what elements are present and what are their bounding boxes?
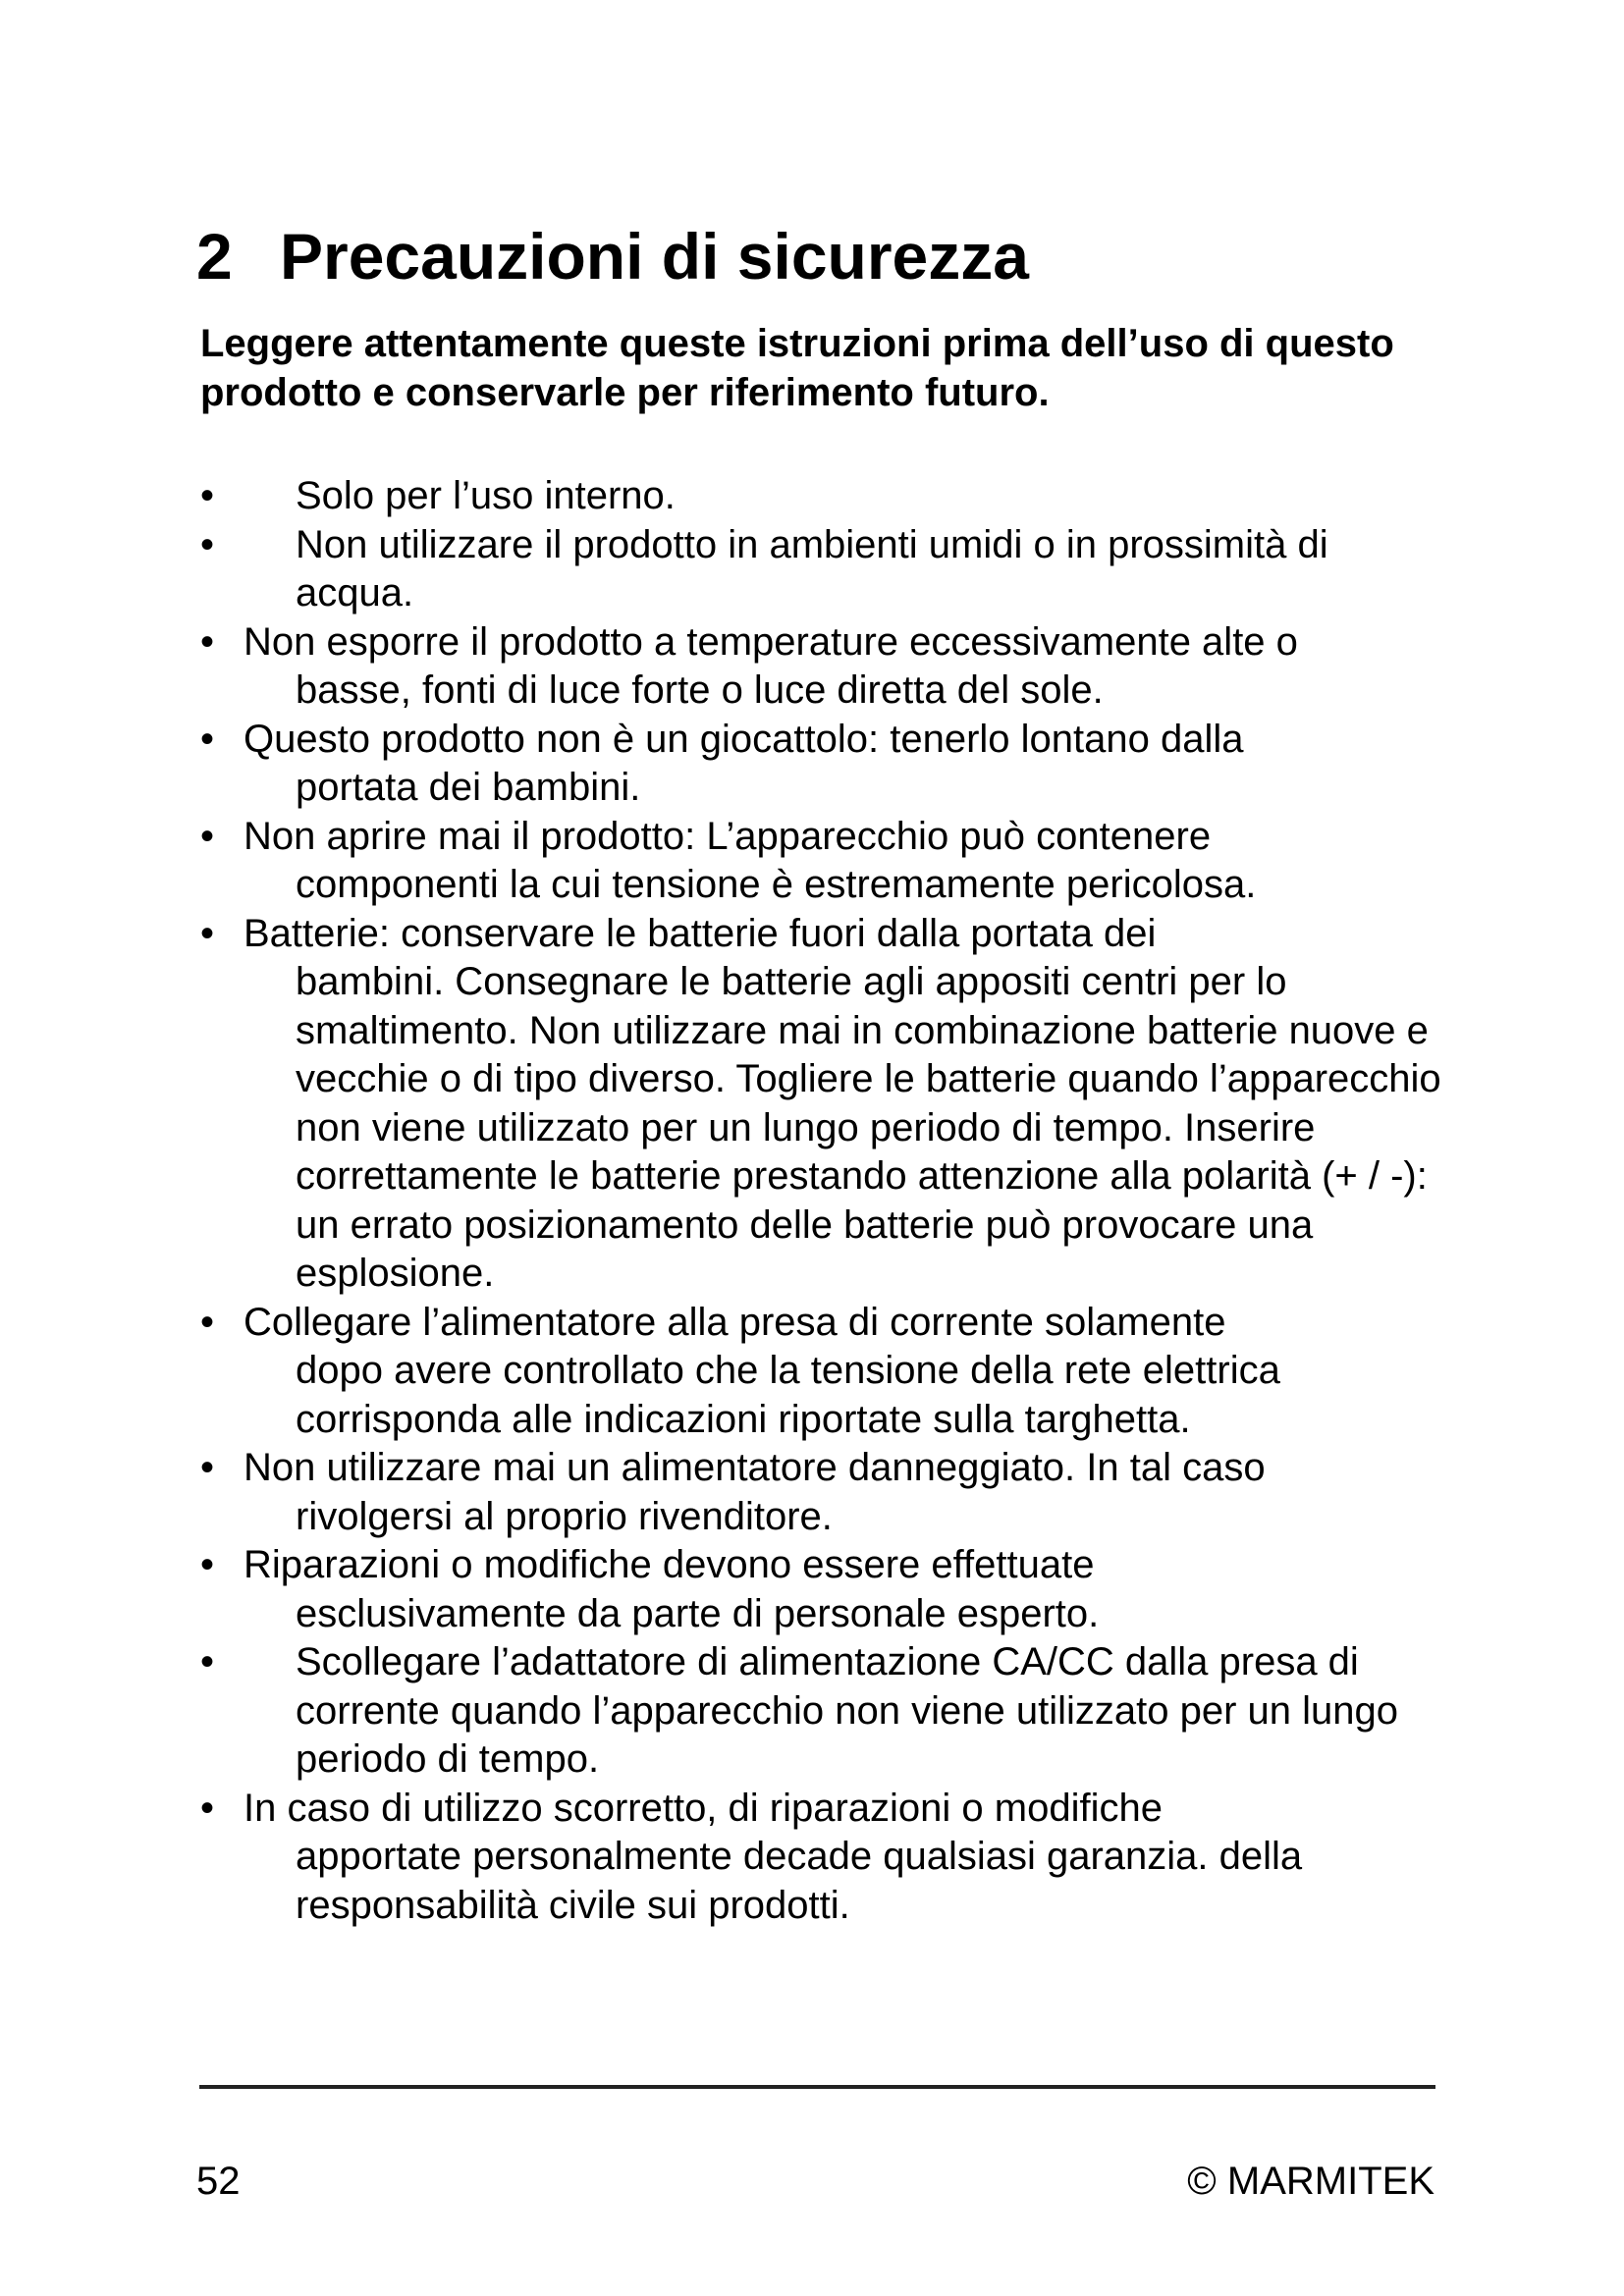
bullet-icon: • [200, 1640, 215, 1683]
list-item-text: Non utilizzare il prodotto in ambienti umidi o in prossimità di [296, 522, 1328, 566]
list-item-text-cont: corrente quando l’apparecchio non viene utilizzato per un lungo periodo di tempo. [296, 1688, 1398, 1781]
bullet-icon: • [200, 474, 215, 517]
list-item-text-cont: rivolgersi al proprio rivenditore. [296, 1494, 833, 1538]
list-item-text-cont: basse, fonti di luce forte o luce diretta del sole. [296, 668, 1104, 712]
list-item [200, 1638, 1467, 1785]
copyright-text: © MARMITEK [1187, 2160, 1435, 2203]
list-item [200, 910, 1467, 1299]
bullet-icon: • [200, 1786, 215, 1830]
list-item [200, 813, 1467, 910]
bullet-icon: • [200, 1446, 215, 1489]
list-item-text: In caso di utilizzo scorretto, di riparazioni o modifiche [244, 1786, 1163, 1830]
bullet-icon: • [200, 1300, 215, 1344]
bullet-icon: • [200, 619, 215, 664]
page-number: 52 [196, 2160, 241, 2203]
bullet-icon: • [200, 814, 215, 858]
footer-divider [199, 2085, 1435, 2089]
list-item-text-cont: componenti la cui tensione è estremamente pericolosa. [296, 863, 1257, 906]
list-item-text: Non esporre il prodotto a temperature eccessivamente alte o [244, 619, 1298, 664]
list-item [200, 521, 1467, 618]
list-item-text-cont: portata dei bambini. [296, 766, 641, 809]
list-item-text: Non aprire mai il prodotto: L’apparecchio può contenere [244, 814, 1212, 858]
list-item-text: Solo per l’uso interno. [296, 474, 676, 517]
list-item [200, 1785, 1467, 1931]
list-item [200, 618, 1467, 716]
list-item-text: Non utilizzare mai un alimentatore danneggiato. In tal caso [244, 1446, 1266, 1489]
list-item-text: Riparazioni o modifiche devono essere effettuate [244, 1543, 1095, 1586]
list-item-text: Scollegare l’adattatore di alimentazione CA/CC dalla presa di [296, 1640, 1359, 1683]
bullet-icon: • [200, 911, 215, 955]
list-item [200, 1541, 1467, 1638]
list-item [200, 1444, 1467, 1541]
list-item [200, 472, 1467, 521]
list-item [200, 716, 1467, 813]
bullet-icon: • [200, 522, 215, 566]
list-item-text-cont: apportate personalmente decade qualsiasi garanzia. della responsabilità civile sui prodotti. [296, 1835, 1303, 1927]
bullet-icon: • [200, 1543, 215, 1586]
list-item-text: Collegare l’alimentatore alla presa di corrente solamente [244, 1300, 1226, 1344]
section-number: 2 [196, 220, 233, 293]
bullet-icon: • [200, 717, 215, 761]
section-heading [196, 220, 1029, 293]
list-item-text-cont: esclusivamente da parte di personale esperto. [296, 1591, 1100, 1635]
list-item-text-cont: bambini. Consegnare le batterie agli appositi centri per lo smaltimento. Non utilizzare mai in combinazione batterie nuove e vecchie o di tipo diverso. Togliere le batterie quando l’apparecchio non viene utilizzato per un lungo periodo di tempo. Inserire correttamente le batterie prestando attenzione alla polarità (+ / -): un errato posizionamento delle batterie può provocare una esplosione. [296, 960, 1441, 1295]
list-item-text-cont: dopo avere controllato che la tensione della rete elettrica corrisponda alle indicazioni riportate sulla targhetta. [296, 1349, 1280, 1441]
list-item [200, 1299, 1467, 1445]
list-item-text: Batterie: conservare le batterie fuori dalla portata dei [244, 911, 1157, 955]
list-item-text-cont: acqua. [296, 571, 414, 614]
section-title: Precauzioni di sicurezza [280, 220, 1029, 293]
safety-list [200, 472, 1467, 1930]
intro-text: Leggere attentamente queste istruzioni prima dell’uso di questo prodotto e conservarle per riferimento futuro. [200, 322, 1394, 414]
list-item-text: Questo prodotto non è un giocattolo: tenerlo lontano dalla [244, 717, 1244, 761]
